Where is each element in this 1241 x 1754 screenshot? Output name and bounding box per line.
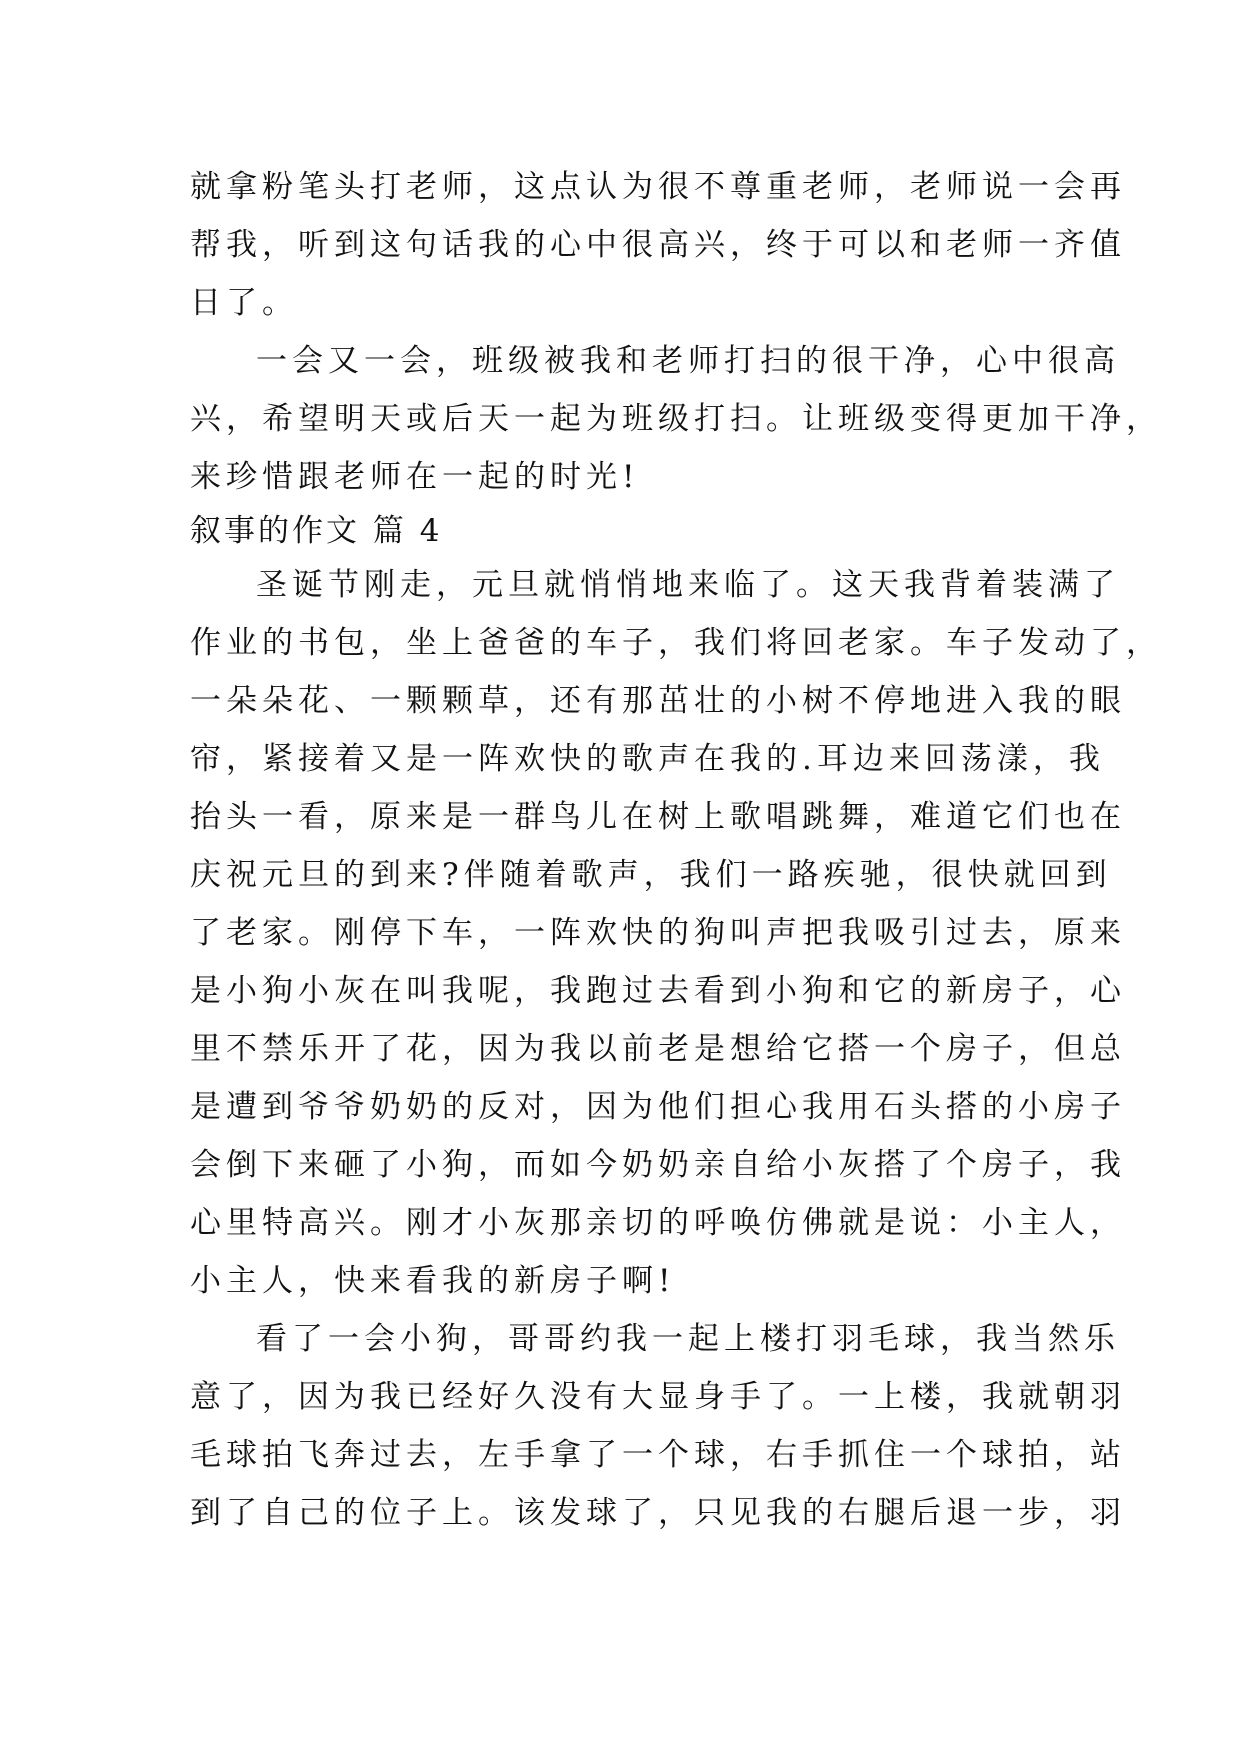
text-line: 作业的书包，坐上爸爸的车子，我们将回老家。车子发动了，	[190, 625, 1162, 661]
paragraph-1	[190, 158, 1126, 332]
text-line: 日了。	[190, 285, 298, 321]
document-body	[190, 158, 1162, 1542]
text-line: 帮我，听到这句话我的心中很高兴，终于可以和老师一齐值	[190, 227, 1126, 263]
text-line: 看了一会小狗，哥哥约我一起上楼打羽毛球，我当然乐	[256, 1321, 1120, 1357]
text-line: 抬头一看，原来是一群鸟儿在树上歌唱跳舞，难道它们也在	[190, 799, 1126, 835]
text-line: 是小狗小灰在叫我呢，我跑过去看到小狗和它的新房子，心	[190, 973, 1126, 1009]
text-line: 圣诞节刚走，元旦就悄悄地来临了。这天我背着装满了	[256, 567, 1120, 603]
text-line: 心里特高兴。刚才小灰那亲切的呼唤仿佛就是说：小主人，	[190, 1205, 1126, 1241]
paragraph-4	[190, 1310, 1126, 1542]
paragraph-3	[190, 556, 1162, 1310]
paragraph-2	[190, 332, 1162, 506]
text-line: 一朵朵花、一颗颗草，还有那茁壮的小树不停地进入我的眼	[190, 683, 1126, 719]
text-line: 帘，紧接着又是一阵欢快的歌声在我的.耳边来回荡漾，我	[190, 741, 1105, 777]
text-line: 就拿粉笔头打老师，这点认为很不尊重老师，老师说一会再	[190, 169, 1126, 205]
text-line: 一会又一会，班级被我和老师打扫的很干净，心中很高	[256, 343, 1120, 379]
text-line: 庆祝元旦的到来?伴随着歌声，我们一路疾驰，很快就回到	[190, 857, 1112, 893]
text-line: 到了自己的位子上。该发球了，只见我的右腿后退一步，羽	[190, 1495, 1126, 1531]
text-line: 兴，希望明天或后天一起为班级打扫。让班级变得更加干净，	[190, 401, 1162, 437]
text-line: 意了，因为我已经好久没有大显身手了。一上楼，我就朝羽	[190, 1379, 1126, 1415]
text-line: 是遭到爷爷奶奶的反对，因为他们担心我用石头搭的小房子	[190, 1089, 1126, 1125]
text-line: 会倒下来砸了小狗，而如今奶奶亲自给小灰搭了个房子，我	[190, 1147, 1126, 1183]
text-line: 里不禁乐开了花，因为我以前老是想给它搭一个房子，但总	[190, 1031, 1126, 1067]
section-heading: 叙事的作文 篇 4	[190, 513, 443, 549]
text-line: 毛球拍飞奔过去，左手拿了一个球，右手抓住一个球拍，站	[190, 1437, 1126, 1473]
text-line: 了老家。刚停下车，一阵欢快的狗叫声把我吸引过去，原来	[190, 915, 1126, 951]
text-line: 小主人，快来看我的新房子啊!	[190, 1263, 676, 1299]
text-line: 来珍惜跟老师在一起的时光!	[190, 459, 640, 495]
